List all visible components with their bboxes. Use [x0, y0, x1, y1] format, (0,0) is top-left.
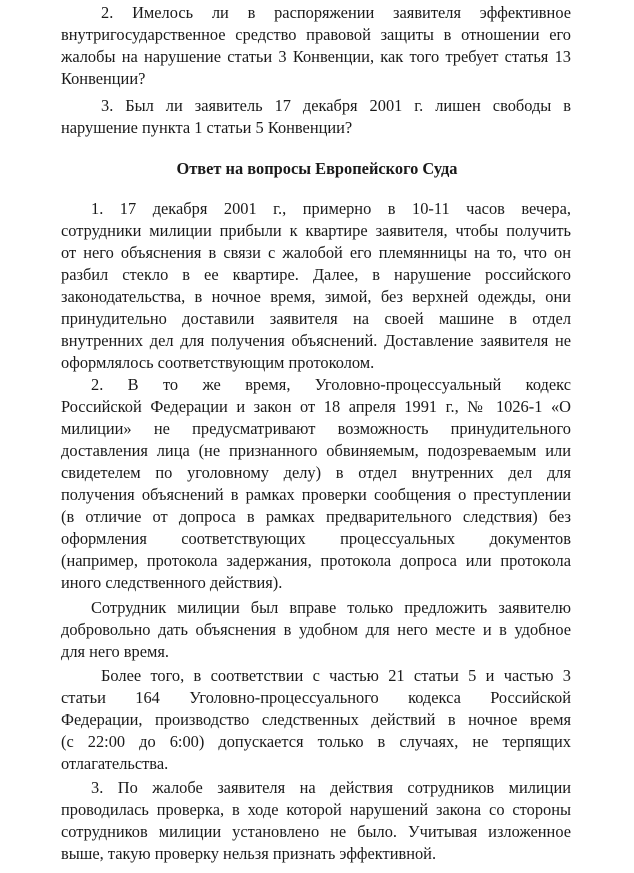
question2-line: внутригосударственное средство правовой защиты в отношении его	[61, 25, 571, 44]
answer3-line: выше, такую проверку нельзя признать эффективной.	[61, 844, 437, 863]
question3-line: 3. Был ли заявитель 17 декабря 2001 г. лишен свободы в	[101, 96, 571, 115]
answer3-line: сотрудников милиции установлено не было. Учитывая изложенное	[61, 822, 571, 841]
question2-line: 2. Имелось ли в распоряжении заявителя эффективное	[101, 3, 571, 22]
answer2-line: получения объяснений в рамках проверки сообщения о преступлении	[61, 485, 571, 504]
answer1-line: внутренних дел для получения объяснений. Доставление заявителя не	[61, 331, 571, 350]
answer2-line: (например, протокола задержания, протокола допроса или протокола	[61, 551, 571, 570]
answer2-line: 2. В то же время, Уголовно-процессуальный кодекс	[91, 375, 571, 394]
answer1-line: оформлялось соответствующим протоколом.	[61, 353, 375, 372]
answer2-line: иного следственного действия).	[61, 573, 283, 592]
section-heading: Ответ на вопросы Европейского Суда	[176, 159, 458, 178]
answer3-line: 3. По жалобе заявителя на действия сотрудников милиции	[91, 778, 571, 797]
answer2c-line: (с 22:00 до 6:00) допускается только в случаях, не терпящих	[61, 732, 571, 751]
answer2c-line: статьи 164 Уголовно-процессуального кодекса Российской	[61, 688, 571, 707]
answer2c-line: отлагательства.	[61, 754, 169, 773]
answer2-line: оформления соответствующих процессуальных документов	[61, 529, 571, 548]
answer2c-line: Более того, в соответствии с частью 21 статьи 5 и частью 3	[101, 666, 571, 685]
answer2-line: (в отличие от допроса в рамках предварительного следствия) без	[61, 507, 571, 526]
answer1-line: разбил стекло в ее квартире. Далее, в нарушение российского	[61, 265, 571, 284]
answer1-line: от него объяснения в связи с жалобой его племянницы на то, что он	[61, 243, 571, 262]
answer2-line: доставления лица (не признанного обвиняемым, подозреваемым или	[61, 441, 571, 460]
answer3-line: проводилась проверка, в ходе которой нарушений закона со стороны	[61, 800, 571, 819]
answer2-line: милиции» не предусматривают возможность принудительного	[61, 419, 571, 438]
answer1-line: 1. 17 декабря 2001 г., примерно в 10-11 часов вечера,	[91, 199, 571, 218]
answer1-line: законодательства, в ночное время, зимой, без верхней одежды, они	[61, 287, 571, 306]
answer2c-line: Федерации, производство следственных действий в ночное время	[61, 710, 571, 729]
answer1-line: сотрудники милиции прибыли к квартире заявителя, чтобы получить	[61, 221, 571, 240]
question2-line: Конвенции?	[61, 69, 146, 88]
question2-line: жалобы на нарушение статьи 3 Конвенции, как того требует статья 13	[61, 47, 571, 66]
answer2b-line: добровольно дать объяснения в удобном для него месте и в удобное	[61, 620, 571, 639]
answer2-line: Российской Федерации и закон от 18 апреля 1991 г., № 1026-1 «О	[61, 397, 571, 416]
question3-line: нарушение пункта 1 статьи 5 Конвенции?	[61, 118, 353, 137]
answer1-line: принудительно доставили заявителя на своей машине в отдел	[61, 309, 571, 328]
answer2b-line: для него время.	[61, 642, 170, 661]
answer2b-line: Сотрудник милиции был вправе только предложить заявителю	[91, 598, 571, 617]
answer2-line: свидетелем по уголовному делу) в отдел внутренних дел для	[61, 463, 571, 482]
